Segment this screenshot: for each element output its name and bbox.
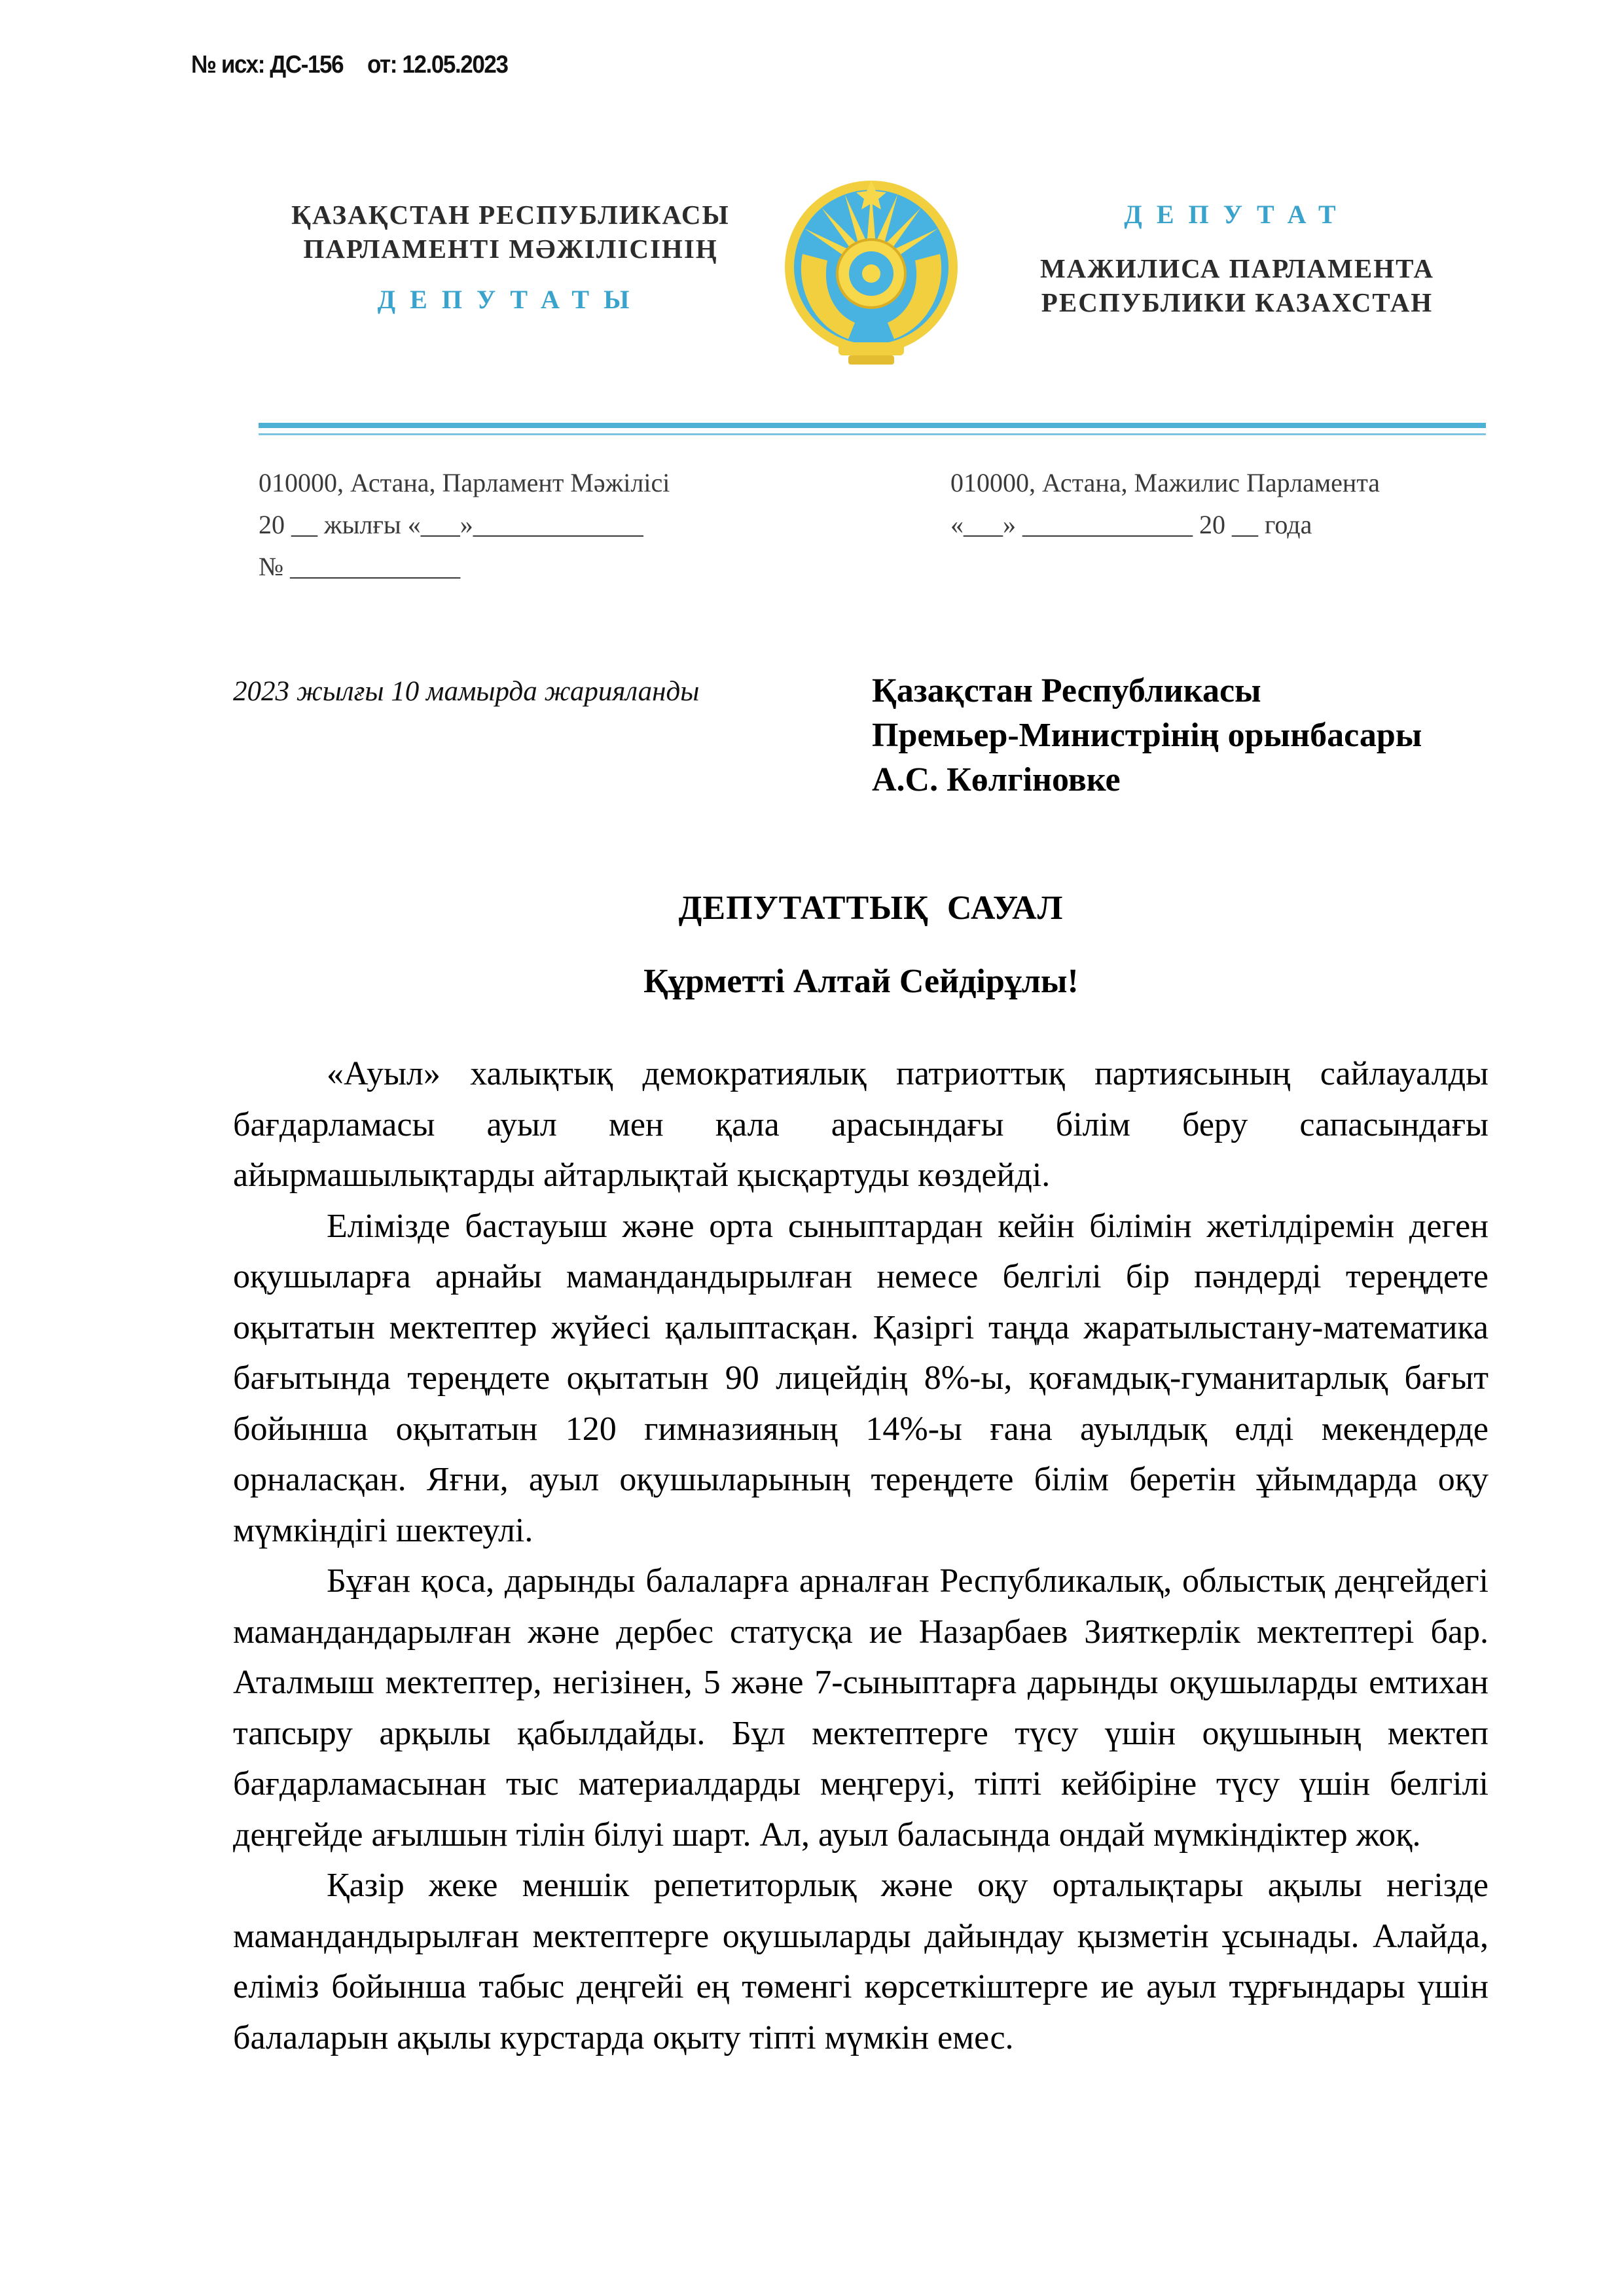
body-paragraph: Бұған қоса, дарынды балаларға арналған Республикалық, облыстық деңгейдегі мамандандарылған және дербес статусқа ие Назарбаев Зияткерлік мектептері бар. Аталмыш мектептер, негізінен, 5 және 7-сыныптарға дарынды оқушыларды емтихан тапсыру арқылы қабылдайды. Бұл мектептерге түсу үшін оқушының мектеп бағдарламасынан тыс материалдарды меңгеруі, тіпті кейбіріне түсу үшін белгілі деңгейде ағылшын тілін білуі шарт. Ал, ауыл баласында ондай мүмкіндіктер жоқ. bbox=[233, 1562, 1489, 1854]
letterhead-left-line2: ПАРЛАМЕНТІ МӘЖІЛІСІНІҢ bbox=[303, 234, 718, 264]
body-paragraph: «Ауыл» халықтық демократиялық патриоттық партиясының сайлауалды бағдарламасы ауыл мен қала арасындағы білім беру сапасындағы айырмашылықтарды айтарлықтай қысқартуды көздейді. bbox=[233, 1055, 1489, 1194]
address-right-date-line: «___» _____________ 20 __ года bbox=[950, 510, 1312, 539]
kazakhstan-state-emblem-icon bbox=[776, 175, 966, 370]
letterhead-right-line2: РЕСПУБЛИКИ КАЗАХСТАН bbox=[1041, 287, 1434, 317]
outgoing-number-stamp bbox=[191, 51, 508, 79]
document-title: ДЕПУТАТТЫҚ САУАЛ bbox=[678, 889, 1064, 927]
letterhead-left-title: ДЕПУТАТЫ bbox=[377, 285, 644, 314]
address-block-left bbox=[259, 462, 670, 588]
recipient-line1: Қазақстан Республикасы bbox=[872, 672, 1261, 709]
outgoing-date: от: 12.05.2023 bbox=[367, 51, 508, 79]
body-paragraph: Қазір жеке меншік репетиторлық және оқу орталықтары ақылы негізде мамандандырылған мектептерге оқушыларды дайындау қызметін ұсынады. Алайда, еліміз бойынша табыс деңгейі ең төменгі көрсеткіштерге ие ауыл тұрғындары үшін балаларын ақылы курстарда оқыту тіпті мүмкін емес. bbox=[233, 1867, 1489, 2056]
address-left-line1: 010000, Астана, Парламент Мәжілісі bbox=[259, 468, 670, 497]
letterhead-right-title: ДЕПУТАТ bbox=[1124, 200, 1350, 229]
letterhead-left-line1: ҚАЗАҚСТАН РЕСПУБЛИКАСЫ bbox=[291, 200, 730, 230]
letterhead-right-line1: МАЖИЛИСА ПАРЛАМЕНТА bbox=[1039, 253, 1434, 283]
recipient-block bbox=[872, 669, 1422, 802]
letterhead-right-russian bbox=[1021, 198, 1453, 319]
address-left-number-line: № _____________ bbox=[259, 552, 461, 581]
letterhead-divider-thin bbox=[259, 433, 1486, 435]
address-left-date-line: 20 __ жылғы «___»_____________ bbox=[259, 510, 643, 539]
address-right-line1: 010000, Астана, Мажилис Парламента bbox=[950, 468, 1380, 497]
publication-note: 2023 жылғы 10 мамырда жарияланды bbox=[233, 676, 700, 707]
recipient-line2: Премьер-Министрінің орынбасары bbox=[872, 717, 1422, 754]
letter-body bbox=[233, 1049, 1489, 2063]
greeting: Құрметті Алтай Сейдірұлы! bbox=[643, 963, 1079, 1000]
address-block-right bbox=[950, 462, 1380, 546]
letterhead-left-kazakh bbox=[262, 198, 759, 317]
body-paragraph: Елімізде бастауыш және орта сыныптардан кейін білімін жетілдіремін деген оқушыларға арнайы мамандандырылған немесе белгілі бір пәндерді тереңдете оқытатын мектептер жүйесі қалыптасқан. Қазіргі таңда жаратылыстану-математика бағытында тереңдете оқытатын 90 лицейдің 8%-ы, қоғамдық-гуманитарлық бағыт бойынша оқытатын 120 гимназияның 14%-ы ғана ауылдық елді мекендерде орналасқан. Яғни, ауыл оқушыларының тереңдете білім беретін ұйымдарда оқу мүмкіндігі шектеулі. bbox=[233, 1207, 1489, 1549]
letterhead-divider bbox=[259, 423, 1486, 428]
recipient-line3: А.С. Көлгіновке bbox=[872, 761, 1121, 798]
outgoing-number: № исх: ДС-156 bbox=[191, 51, 344, 79]
